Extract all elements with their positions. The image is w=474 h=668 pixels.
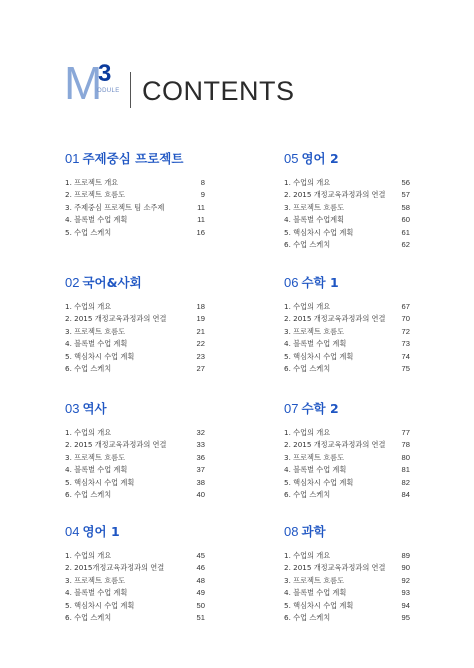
toc-item-label: 4. 블록별 수업계획 xyxy=(284,215,345,225)
toc-item-label: 6. 수업 스케치 xyxy=(65,612,112,622)
toc-item[interactable] xyxy=(284,439,410,451)
toc-item-label: 3. 프로젝트 흐름도 xyxy=(284,202,345,212)
toc-item-label: 3. 프로젝트 흐름도 xyxy=(284,326,345,336)
toc-item-page: 62 xyxy=(401,239,410,249)
toc-item[interactable] xyxy=(284,326,410,338)
toc-item[interactable] xyxy=(284,239,410,251)
toc-item[interactable] xyxy=(65,489,205,501)
toc-item[interactable] xyxy=(284,600,410,612)
toc-item[interactable] xyxy=(284,575,410,587)
toc-item[interactable] xyxy=(284,202,410,214)
toc-item[interactable] xyxy=(284,464,410,476)
toc-item[interactable] xyxy=(284,301,410,313)
section-title[interactable]: 과학 xyxy=(301,524,326,539)
toc-item-page: 27 xyxy=(196,363,205,373)
toc-item-page: 46 xyxy=(196,563,205,573)
toc-item-label: 3. 프로젝트 흐름도 xyxy=(65,575,126,585)
toc-item-page: 32 xyxy=(196,428,205,437)
toc-item[interactable] xyxy=(284,612,410,624)
toc-item[interactable] xyxy=(65,427,205,439)
section-number: 04 xyxy=(65,524,80,539)
toc-item[interactable] xyxy=(65,587,205,599)
section-title[interactable]: 역사 xyxy=(82,401,107,416)
toc-item-label: 5. 핵심차시 수업 계획 xyxy=(284,351,354,361)
toc-item[interactable] xyxy=(284,489,410,501)
toc-item-label: 4. 블록별 수업 계획 xyxy=(65,465,128,475)
logo-letter: M xyxy=(64,57,102,109)
toc-item[interactable] xyxy=(65,301,205,313)
toc-item-label: 1. 수업의 개요 xyxy=(65,302,112,311)
toc-item-page: 16 xyxy=(196,227,205,237)
toc-item-label: 4. 블록별 수업 계획 xyxy=(65,215,128,225)
toc-item-page: 77 xyxy=(401,428,410,437)
toc-item-label: 1. 수업의 개요 xyxy=(65,428,112,437)
toc-item-label: 5. 핵심차시 수업 계획 xyxy=(65,600,135,610)
toc-item-page: 23 xyxy=(196,351,205,361)
toc-item-label: 6. 수업 스케치 xyxy=(284,612,331,622)
toc-item-page: 51 xyxy=(196,612,205,622)
toc-item[interactable] xyxy=(65,612,205,624)
toc-item-label: 4. 블록별 수업 계획 xyxy=(65,588,128,598)
toc-item-page: 95 xyxy=(401,612,410,622)
toc-item-page: 11 xyxy=(197,202,205,212)
toc-section-07 xyxy=(284,398,410,501)
toc-item[interactable] xyxy=(65,464,205,476)
toc-item[interactable] xyxy=(65,550,205,562)
toc-item-page: 8 xyxy=(200,178,205,187)
toc-item-label: 4. 블록별 수업 계획 xyxy=(284,588,347,598)
toc-item[interactable] xyxy=(65,439,205,451)
toc-item-label: 3. 프로젝트 흐름도 xyxy=(65,326,126,336)
toc-item[interactable] xyxy=(65,363,205,375)
toc-item-page: 80 xyxy=(401,452,410,462)
toc-item-label: 4. 블록별 수업 계획 xyxy=(284,339,347,349)
toc-item-page: 92 xyxy=(401,575,410,585)
section-number: 08 xyxy=(284,524,299,539)
section-number: 02 xyxy=(65,275,80,290)
toc-item[interactable] xyxy=(284,313,410,325)
toc-item-page: 72 xyxy=(401,326,410,336)
toc-item-label: 1. 수업의 개요 xyxy=(284,178,331,187)
section-title[interactable]: 국어&사회 xyxy=(82,275,142,290)
toc-item-page: 81 xyxy=(401,465,410,475)
section-title[interactable]: 영어 1 xyxy=(82,524,120,539)
toc-item-page: 75 xyxy=(401,363,410,373)
section-number: 01 xyxy=(65,151,80,166)
toc-item[interactable] xyxy=(284,189,410,201)
toc-item-label: 5. 핵심차시 수업 계획 xyxy=(65,477,135,487)
toc-item-label: 5. 핵심차시 수업 계획 xyxy=(284,227,354,237)
page-title: CONTENTS xyxy=(142,76,295,106)
toc-item-label: 2. 프로젝트 흐름도 xyxy=(65,190,126,200)
toc-item-label: 2. 2015 개정교육과정과의 연결 xyxy=(284,314,386,324)
toc-item-label: 1. 프로젝트 개요 xyxy=(65,178,119,187)
toc-item[interactable] xyxy=(65,600,205,612)
section-title[interactable]: 수학 1 xyxy=(301,275,339,290)
toc-item[interactable] xyxy=(284,227,410,239)
toc-item[interactable] xyxy=(284,363,410,375)
toc-item-label: 5. 핵심차시 수업 계획 xyxy=(284,600,354,610)
section-number: 07 xyxy=(284,401,299,416)
toc-item[interactable] xyxy=(284,587,410,599)
toc-item-label: 2. 2015 개정교육과정과의 연결 xyxy=(284,190,386,200)
toc-item[interactable] xyxy=(65,313,205,325)
toc-item-page: 18 xyxy=(196,302,205,311)
toc-item-label: 1. 수업의 개요 xyxy=(284,302,331,311)
toc-item-label: 2. 2015개정교육과정과의 연결 xyxy=(65,563,165,573)
toc-item[interactable] xyxy=(284,550,410,562)
toc-item[interactable] xyxy=(65,189,205,201)
toc-item-page: 58 xyxy=(401,202,410,212)
toc-item-label: 4. 블록별 수업 계획 xyxy=(65,339,128,349)
toc-item-label: 6. 수업 스케치 xyxy=(65,489,112,499)
toc-item[interactable] xyxy=(284,338,410,350)
toc-item-page: 38 xyxy=(196,477,205,487)
toc-section-02 xyxy=(65,272,205,375)
toc-item-label: 5. 핵심차시 수업 계획 xyxy=(65,351,135,361)
toc-item-label: 3. 프로젝트 흐름도 xyxy=(284,452,345,462)
toc-item[interactable] xyxy=(65,202,205,214)
toc-item[interactable] xyxy=(65,338,205,350)
toc-item-page: 74 xyxy=(401,351,410,361)
toc-item[interactable] xyxy=(65,177,205,189)
toc-item-page: 93 xyxy=(401,588,410,598)
toc-item[interactable] xyxy=(284,214,410,226)
toc-item-page: 36 xyxy=(196,452,205,462)
logo-number: 3 xyxy=(98,60,112,87)
toc-item-page: 40 xyxy=(196,489,205,499)
toc-item-label: 6. 수업 스케치 xyxy=(284,239,331,249)
toc-item-page: 73 xyxy=(401,339,410,349)
toc-item-page: 9 xyxy=(200,190,205,200)
toc-item[interactable] xyxy=(284,477,410,489)
toc-item-page: 45 xyxy=(196,551,205,560)
toc-item-page: 57 xyxy=(401,190,410,200)
section-title[interactable]: 영어 2 xyxy=(301,151,339,166)
header-divider xyxy=(130,72,131,108)
toc-item-label: 2. 2015 개정교육과정과의 연결 xyxy=(65,314,167,324)
toc-item-page: 70 xyxy=(401,314,410,324)
toc-item-label: 2. 2015 개정교육과정과의 연결 xyxy=(284,563,386,573)
toc-item-page: 48 xyxy=(196,575,205,585)
toc-section-08 xyxy=(284,521,410,624)
toc-item[interactable] xyxy=(284,452,410,464)
toc-item-label: 5. 수업 스케치 xyxy=(65,227,112,237)
toc-item-label: 2. 2015 개정교육과정과의 연결 xyxy=(65,440,167,450)
toc-item[interactable] xyxy=(65,214,205,226)
toc-item-page: 11 xyxy=(197,215,205,225)
toc-item-label: 3. 프로젝트 흐름도 xyxy=(284,575,345,585)
toc-item[interactable] xyxy=(65,562,205,574)
toc-section-06 xyxy=(284,272,410,375)
toc-item[interactable] xyxy=(284,177,410,189)
section-title[interactable]: 수학 2 xyxy=(301,401,339,416)
toc-item-page: 56 xyxy=(401,178,410,187)
toc-item[interactable] xyxy=(65,227,205,239)
toc-item[interactable] xyxy=(65,575,205,587)
toc-item-page: 84 xyxy=(401,489,410,499)
toc-item-page: 67 xyxy=(401,302,410,311)
section-number: 06 xyxy=(284,275,299,290)
toc-item-label: 6. 수업 스케치 xyxy=(65,363,112,373)
section-title[interactable]: 주제중심 프로젝트 xyxy=(82,151,184,166)
toc-item-page: 82 xyxy=(401,477,410,487)
toc-item-label: 3. 주제중심 프로젝트 팀 소주제 xyxy=(65,202,165,212)
toc-item-label: 6. 수업 스케치 xyxy=(284,489,331,499)
section-number: 03 xyxy=(65,401,80,416)
toc-item-page: 60 xyxy=(401,215,410,225)
toc-item-page: 50 xyxy=(196,600,205,610)
toc-item-page: 21 xyxy=(196,326,205,336)
toc-item-page: 94 xyxy=(401,600,410,610)
toc-section-05 xyxy=(284,148,410,251)
toc-item-label: 2. 2015 개정교육과정과의 연결 xyxy=(284,440,386,450)
logo-subtext: ODULE xyxy=(97,88,120,94)
section-number: 05 xyxy=(284,151,299,166)
toc-item-page: 61 xyxy=(401,227,410,237)
toc-item-page: 89 xyxy=(401,551,410,560)
toc-section-03 xyxy=(65,398,205,501)
toc-item-page: 22 xyxy=(196,339,205,349)
toc-item-page: 78 xyxy=(401,440,410,450)
toc-item[interactable] xyxy=(284,562,410,574)
toc-section-04 xyxy=(65,521,205,624)
toc-item-label: 1. 수업의 개요 xyxy=(65,551,112,560)
toc-item[interactable] xyxy=(65,326,205,338)
toc-item[interactable] xyxy=(284,427,410,439)
toc-section-01 xyxy=(65,148,205,239)
toc-item-page: 33 xyxy=(196,440,205,450)
toc-item-page: 37 xyxy=(196,465,205,475)
toc-item-page: 90 xyxy=(401,563,410,573)
toc-item[interactable] xyxy=(65,351,205,363)
toc-item-label: 3. 프로젝트 흐름도 xyxy=(65,452,126,462)
toc-item-label: 6. 수업 스케치 xyxy=(284,363,331,373)
toc-item-label: 1. 수업의 개요 xyxy=(284,428,331,437)
toc-item[interactable] xyxy=(65,477,205,489)
toc-item-page: 19 xyxy=(196,314,205,324)
toc-item-label: 1. 수업의 개요 xyxy=(284,551,331,560)
toc-item-page: 49 xyxy=(196,588,205,598)
toc-item[interactable] xyxy=(284,351,410,363)
toc-item-label: 5. 핵심차시 수업 계획 xyxy=(284,477,354,487)
toc-item-label: 4. 블록별 수업 계획 xyxy=(284,465,347,475)
toc-item[interactable] xyxy=(65,452,205,464)
